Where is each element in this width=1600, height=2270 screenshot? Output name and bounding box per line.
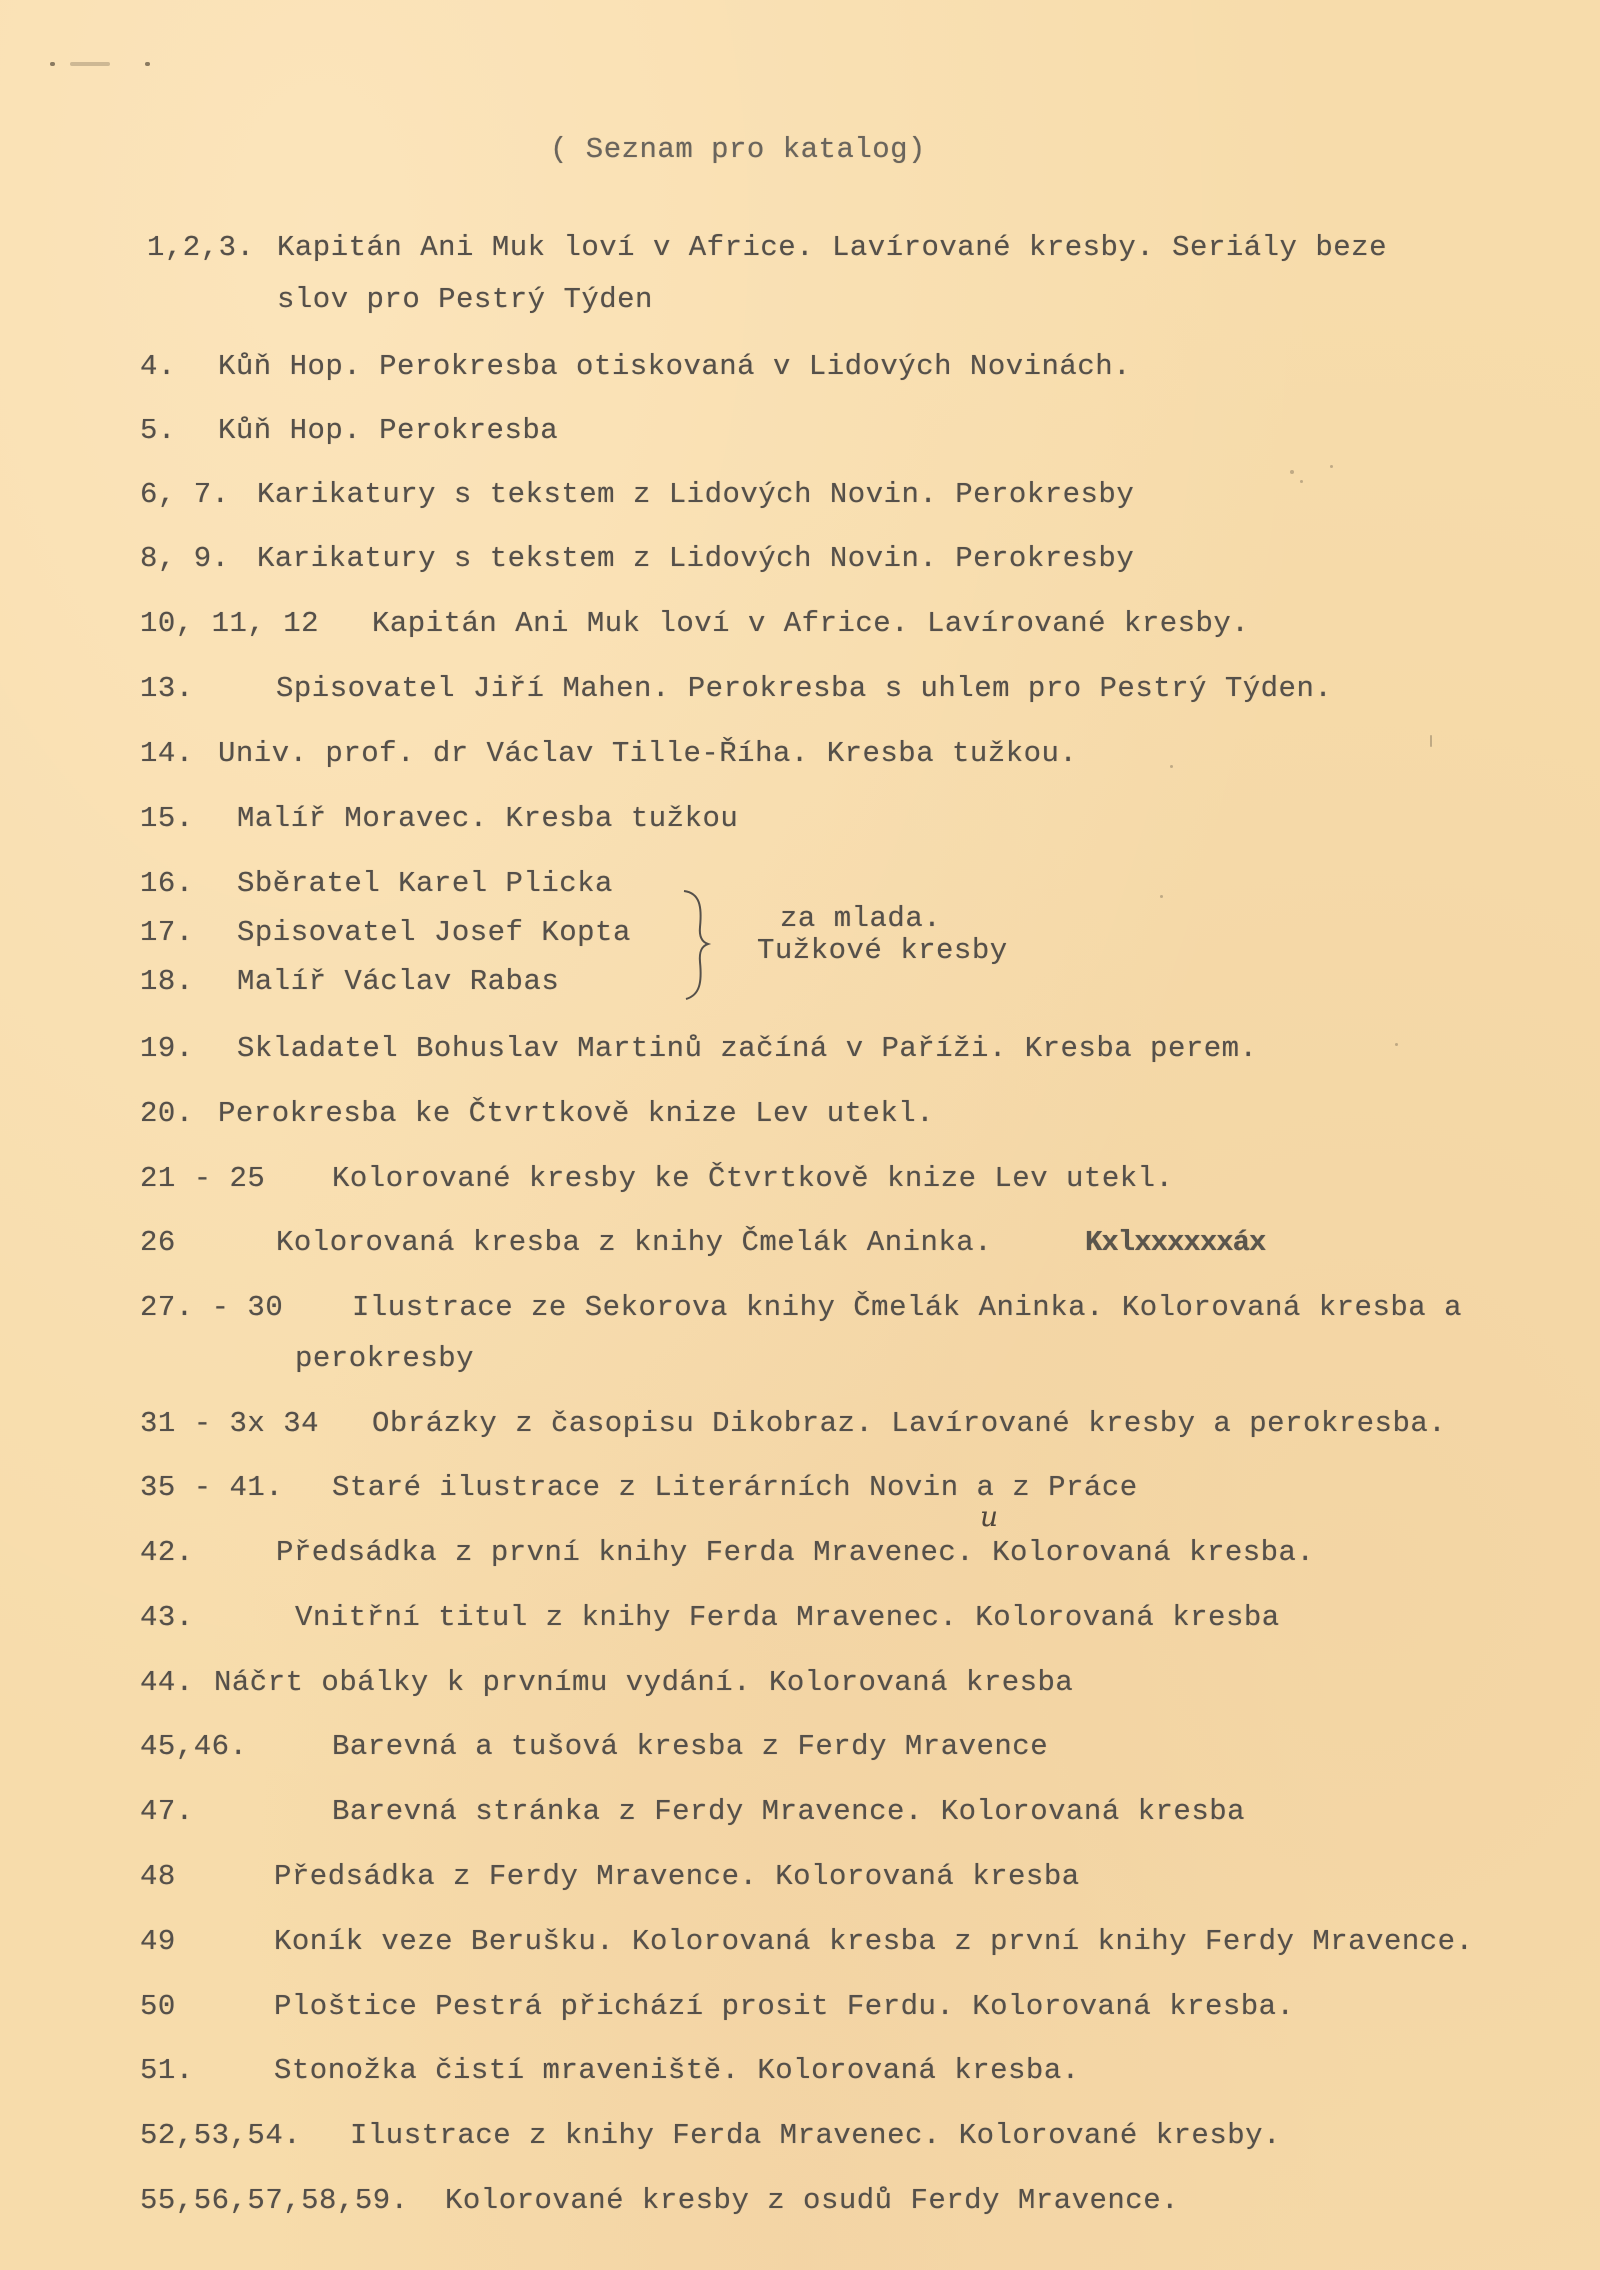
entry-text: Univ. prof. dr Václav Tille-Říha. Kresba tužkou. [218, 737, 1078, 770]
entry-number: 5. [140, 414, 176, 447]
entry-number: 20. [140, 1097, 194, 1130]
entry-text: Kůň Hop. Perokresba otiskovaná v Lidových Novinách. [218, 350, 1132, 383]
entry-text: Náčrt obálky k prvnímu vydání. Kolorovaná kresba [214, 1666, 1074, 1699]
entry-text: Karikatury s tekstem z Lidových Novin. Perokresby [257, 478, 1135, 511]
entry-number: 49 [140, 1925, 176, 1958]
entry-text: Spisovatel Jiří Mahen. Perokresba s uhlem pro Pestrý Týden. [276, 672, 1333, 705]
entry-text: Vnitřní titul z knihy Ferda Mravenec. Kolorovaná kresba [295, 1601, 1280, 1634]
entry-number: 16. [140, 867, 194, 900]
entry-text: Kapitán Ani Muk loví v Africe. Lavírované kresby. Seriály beze [277, 231, 1387, 264]
entry-text: Ilustrace ze Sekorova knihy Čmelák Aninka. Kolorovaná kresba a [352, 1291, 1462, 1324]
entry-continuation: perokresby [295, 1342, 475, 1375]
page-title: ( Seznam pro katalog) [550, 133, 926, 166]
entry-number: 50 [140, 1990, 176, 2023]
entry-text: Kolorovaná kresba z knihy Čmelák Aninka. [276, 1226, 993, 1259]
entry-text: Sběratel Karel Plicka [237, 867, 613, 900]
entry-number: 26 [140, 1226, 176, 1259]
entry-text: Spisovatel Josef Kopta [237, 916, 631, 949]
entry-number: 48 [140, 1860, 176, 1893]
entry-text: Kolorované kresby z osudů Ferdy Mravence. [445, 2184, 1180, 2217]
group-note-line2: Tužkové kresby [757, 934, 1008, 967]
entry-text: Perokresba ke Čtvrtkově knize Lev utekl. [218, 1097, 935, 1130]
entry-text: Ilustrace z knihy Ferda Mravenec. Kolorované kresby. [350, 2119, 1281, 2152]
entry-number: 31 - 3x 34 [140, 1407, 320, 1440]
entry-number: 10, 11, 12 [140, 607, 320, 640]
entry-number: 1,2,3. [147, 231, 255, 264]
entry-text: Karikatury s tekstem z Lidových Novin. Perokresby [257, 542, 1135, 575]
entry-text: Kůň Hop. Perokresba [218, 414, 559, 447]
entry-number: 14. [140, 737, 194, 770]
entry-number: 18. [140, 965, 194, 998]
entry-number: 4. [140, 350, 176, 383]
pencil-mark [50, 62, 150, 68]
entry-number: 52,53,54. [140, 2119, 302, 2152]
grouping-brace [680, 887, 720, 1002]
entry-text: Kapitán Ani Muk loví v Africe. Lavírované kresby. [372, 607, 1250, 640]
group-note-line1: za mlada. [780, 902, 942, 935]
entry-number: 51. [140, 2054, 194, 2087]
entry-number: 44. [140, 1666, 194, 1699]
struck-out-text: Kxlxxxxxxáx [1085, 1226, 1266, 1259]
paper-speck [1160, 895, 1163, 898]
entry-number: 15. [140, 802, 194, 835]
entry-number: 47. [140, 1795, 194, 1828]
entry-text: Staré ilustrace z Literárních Novin a z Práce [332, 1471, 1138, 1504]
entry-number: 42. [140, 1536, 194, 1569]
entry-text: Malíř Václav Rabas [237, 965, 560, 998]
entry-text: Malíř Moravec. Kresba tužkou [237, 802, 739, 835]
entry-text: Předsádka z první knihy Ferda Mravenec. Kolorovaná kresba. [276, 1536, 1315, 1569]
entry-text: Barevná a tušová kresba z Ferdy Mravence [332, 1730, 1049, 1763]
entry-number: 13. [140, 672, 194, 705]
handwritten-correction: u [980, 1500, 999, 1533]
entry-text: Barevná stránka z Ferdy Mravence. Kolorovaná kresba [332, 1795, 1246, 1828]
entry-number: 17. [140, 916, 194, 949]
entry-number: 55,56,57,58,59. [140, 2184, 409, 2217]
entry-text: Ploštice Pestrá přichází prosit Ferdu. Kolorovaná kresba. [274, 1990, 1295, 2023]
paper-speck [1300, 480, 1303, 483]
entry-text: Skladatel Bohuslav Martinů začíná v Paříži. Kresba perem. [237, 1032, 1258, 1065]
entry-text: Obrázky z časopisu Dikobraz. Lavírované kresby a perokresba. [372, 1407, 1447, 1440]
paper-speck [1290, 470, 1294, 474]
entry-number: 8, 9. [140, 542, 230, 575]
paper-speck [1170, 765, 1173, 768]
entry-number: 35 - 41. [140, 1471, 284, 1504]
entry-number: 43. [140, 1601, 194, 1634]
entry-text: Stonožka čistí mraveniště. Kolorovaná kresba. [274, 2054, 1080, 2087]
entry-text: Kolorované kresby ke Čtvrtkově knize Lev utekl. [332, 1162, 1174, 1195]
entry-continuation: slov pro Pestrý Týden [277, 283, 653, 316]
paper-speck [1395, 1043, 1398, 1046]
entry-number: 6, 7. [140, 478, 230, 511]
entry-text: Koník veze Berušku. Kolorovaná kresba z první knihy Ferdy Mravence. [274, 1925, 1474, 1958]
entry-number: 21 - 25 [140, 1162, 266, 1195]
entry-number: 45,46. [140, 1730, 248, 1763]
entry-number: 19. [140, 1032, 194, 1065]
paper-speck [1430, 735, 1432, 747]
paper-speck [1330, 465, 1333, 468]
entry-number: 27. - 30 [140, 1291, 284, 1324]
entry-text: Předsádka z Ferdy Mravence. Kolorovaná kresba [274, 1860, 1080, 1893]
